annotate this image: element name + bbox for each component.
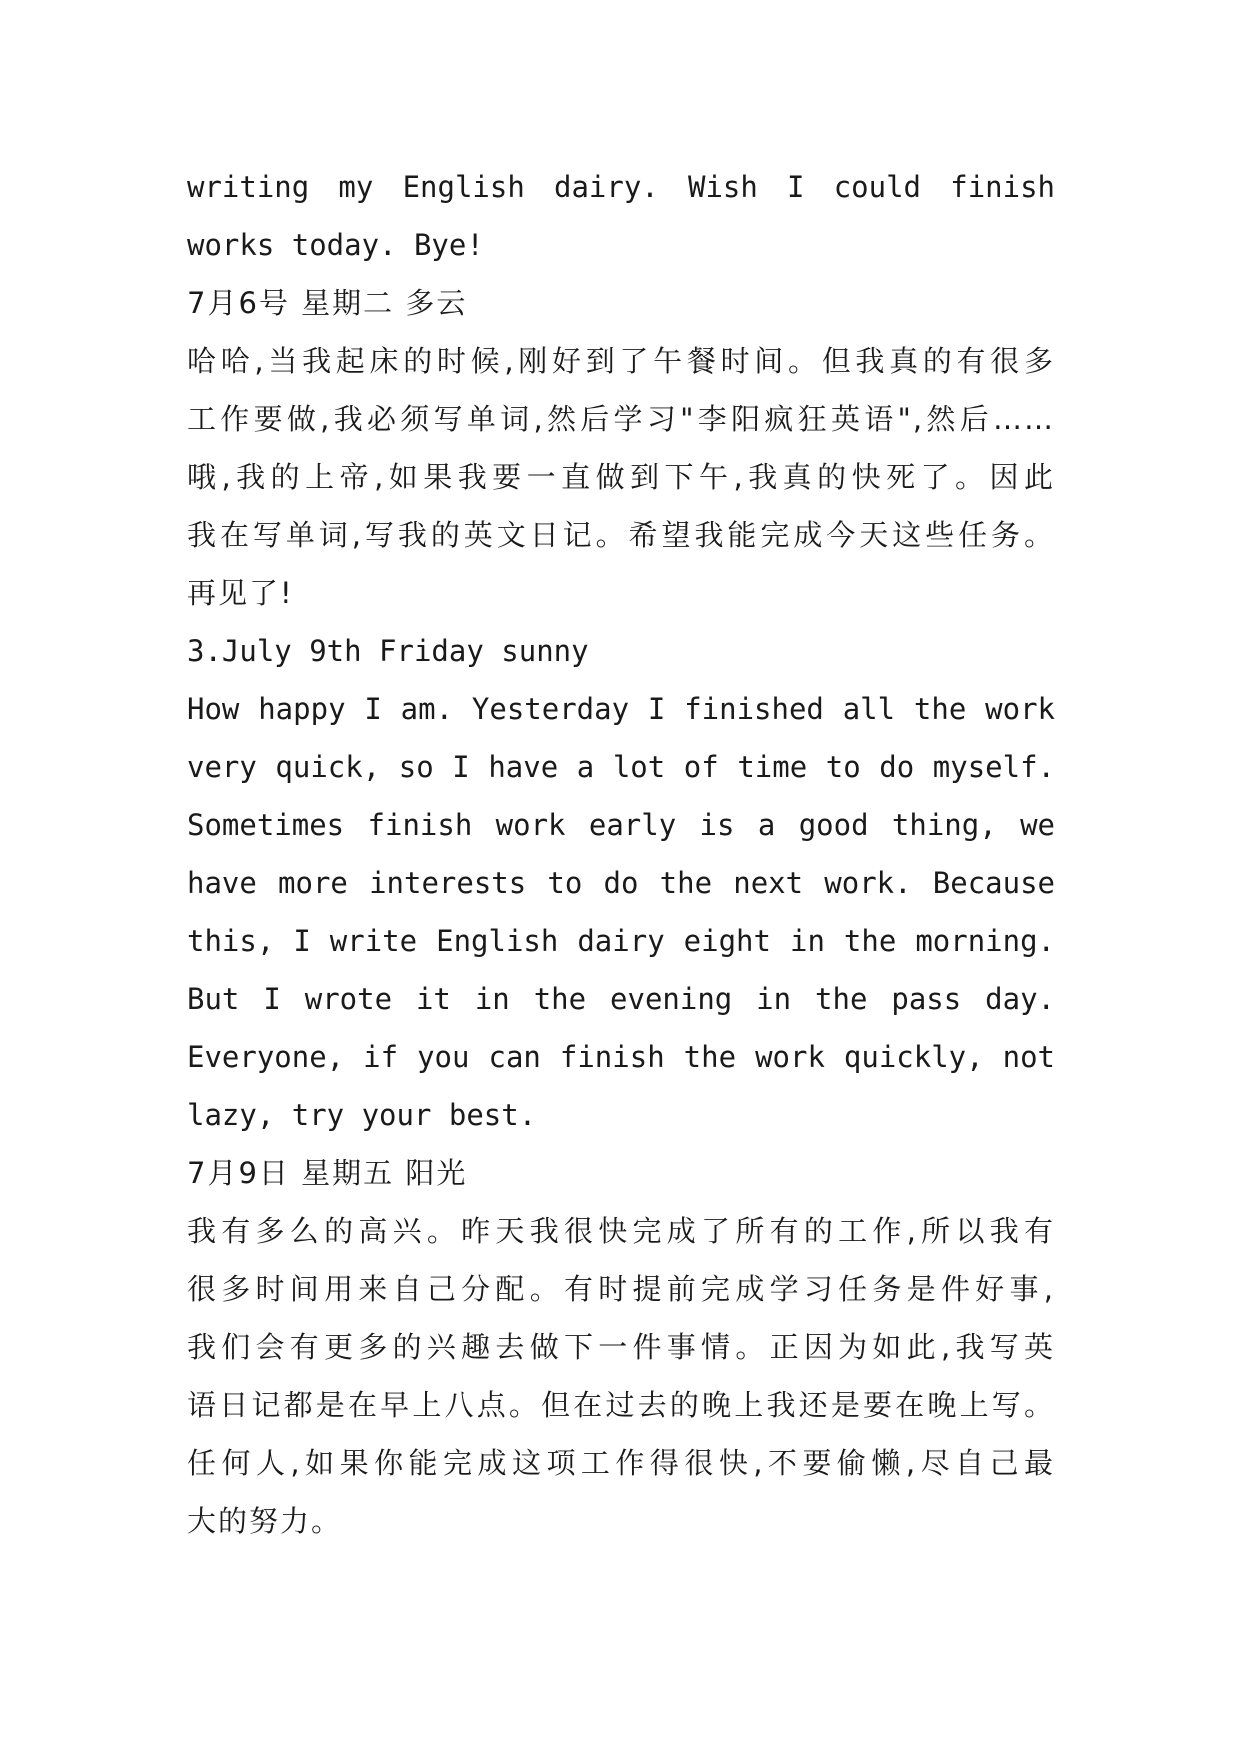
date-heading: 7月9日 星期五 阳光 <box>187 1156 468 1190</box>
text-line: this, I write English dairy eight in the morning. <box>187 924 1055 958</box>
text-line: 哦,我的上帝,如果我要一直做到下午,我真的快死了。因此 <box>187 460 1055 494</box>
text-line: 我有多么的高兴。昨天我很快完成了所有的工作,所以我有 <box>187 1214 1055 1248</box>
text-line: very quick, so I have a lot of time to do myself. <box>187 750 1055 784</box>
text-line: writing my English dairy. Wish I could finish <box>187 170 1055 204</box>
text-line: have more interests to do the next work. Because <box>187 866 1055 900</box>
text-line: 工作要做,我必须写单词,然后学习"李阳疯狂英语",然后…… <box>187 402 1055 436</box>
text-line: 再见了! <box>187 576 294 610</box>
text-line: Sometimes finish work early is a good thing, we <box>187 808 1055 842</box>
text-line: 语日记都是在早上八点。但在过去的晚上我还是要在晚上写。 <box>187 1388 1055 1422</box>
text-line: 任何人,如果你能完成这项工作得很快,不要偷懒,尽自己最 <box>187 1446 1055 1480</box>
text-line: 大的努力。 <box>187 1504 343 1538</box>
text-line: 我在写单词,写我的英文日记。希望我能完成今天这些任务。 <box>187 518 1055 552</box>
text-line: 很多时间用来自己分配。有时提前完成学习任务是件好事, <box>187 1272 1055 1306</box>
text-line: But I wrote it in the evening in the pass day. <box>187 982 1055 1016</box>
text-line: lazy, try your best. <box>187 1098 537 1132</box>
entry-heading: 3.July 9th Friday sunny <box>187 634 589 668</box>
text-line: Everyone, if you can finish the work quickly, not <box>187 1040 1055 1074</box>
text-line: 哈哈,当我起床的时候,刚好到了午餐时间。但我真的有很多 <box>187 344 1055 378</box>
text-line: 我们会有更多的兴趣去做下一件事情。正因为如此,我写英 <box>187 1330 1055 1364</box>
date-heading: 7月6号 星期二 多云 <box>187 286 468 320</box>
document-body <box>187 158 1055 1550</box>
text-line: works today. Bye! <box>187 228 484 262</box>
text-line: How happy I am. Yesterday I finished all the work <box>187 692 1055 726</box>
